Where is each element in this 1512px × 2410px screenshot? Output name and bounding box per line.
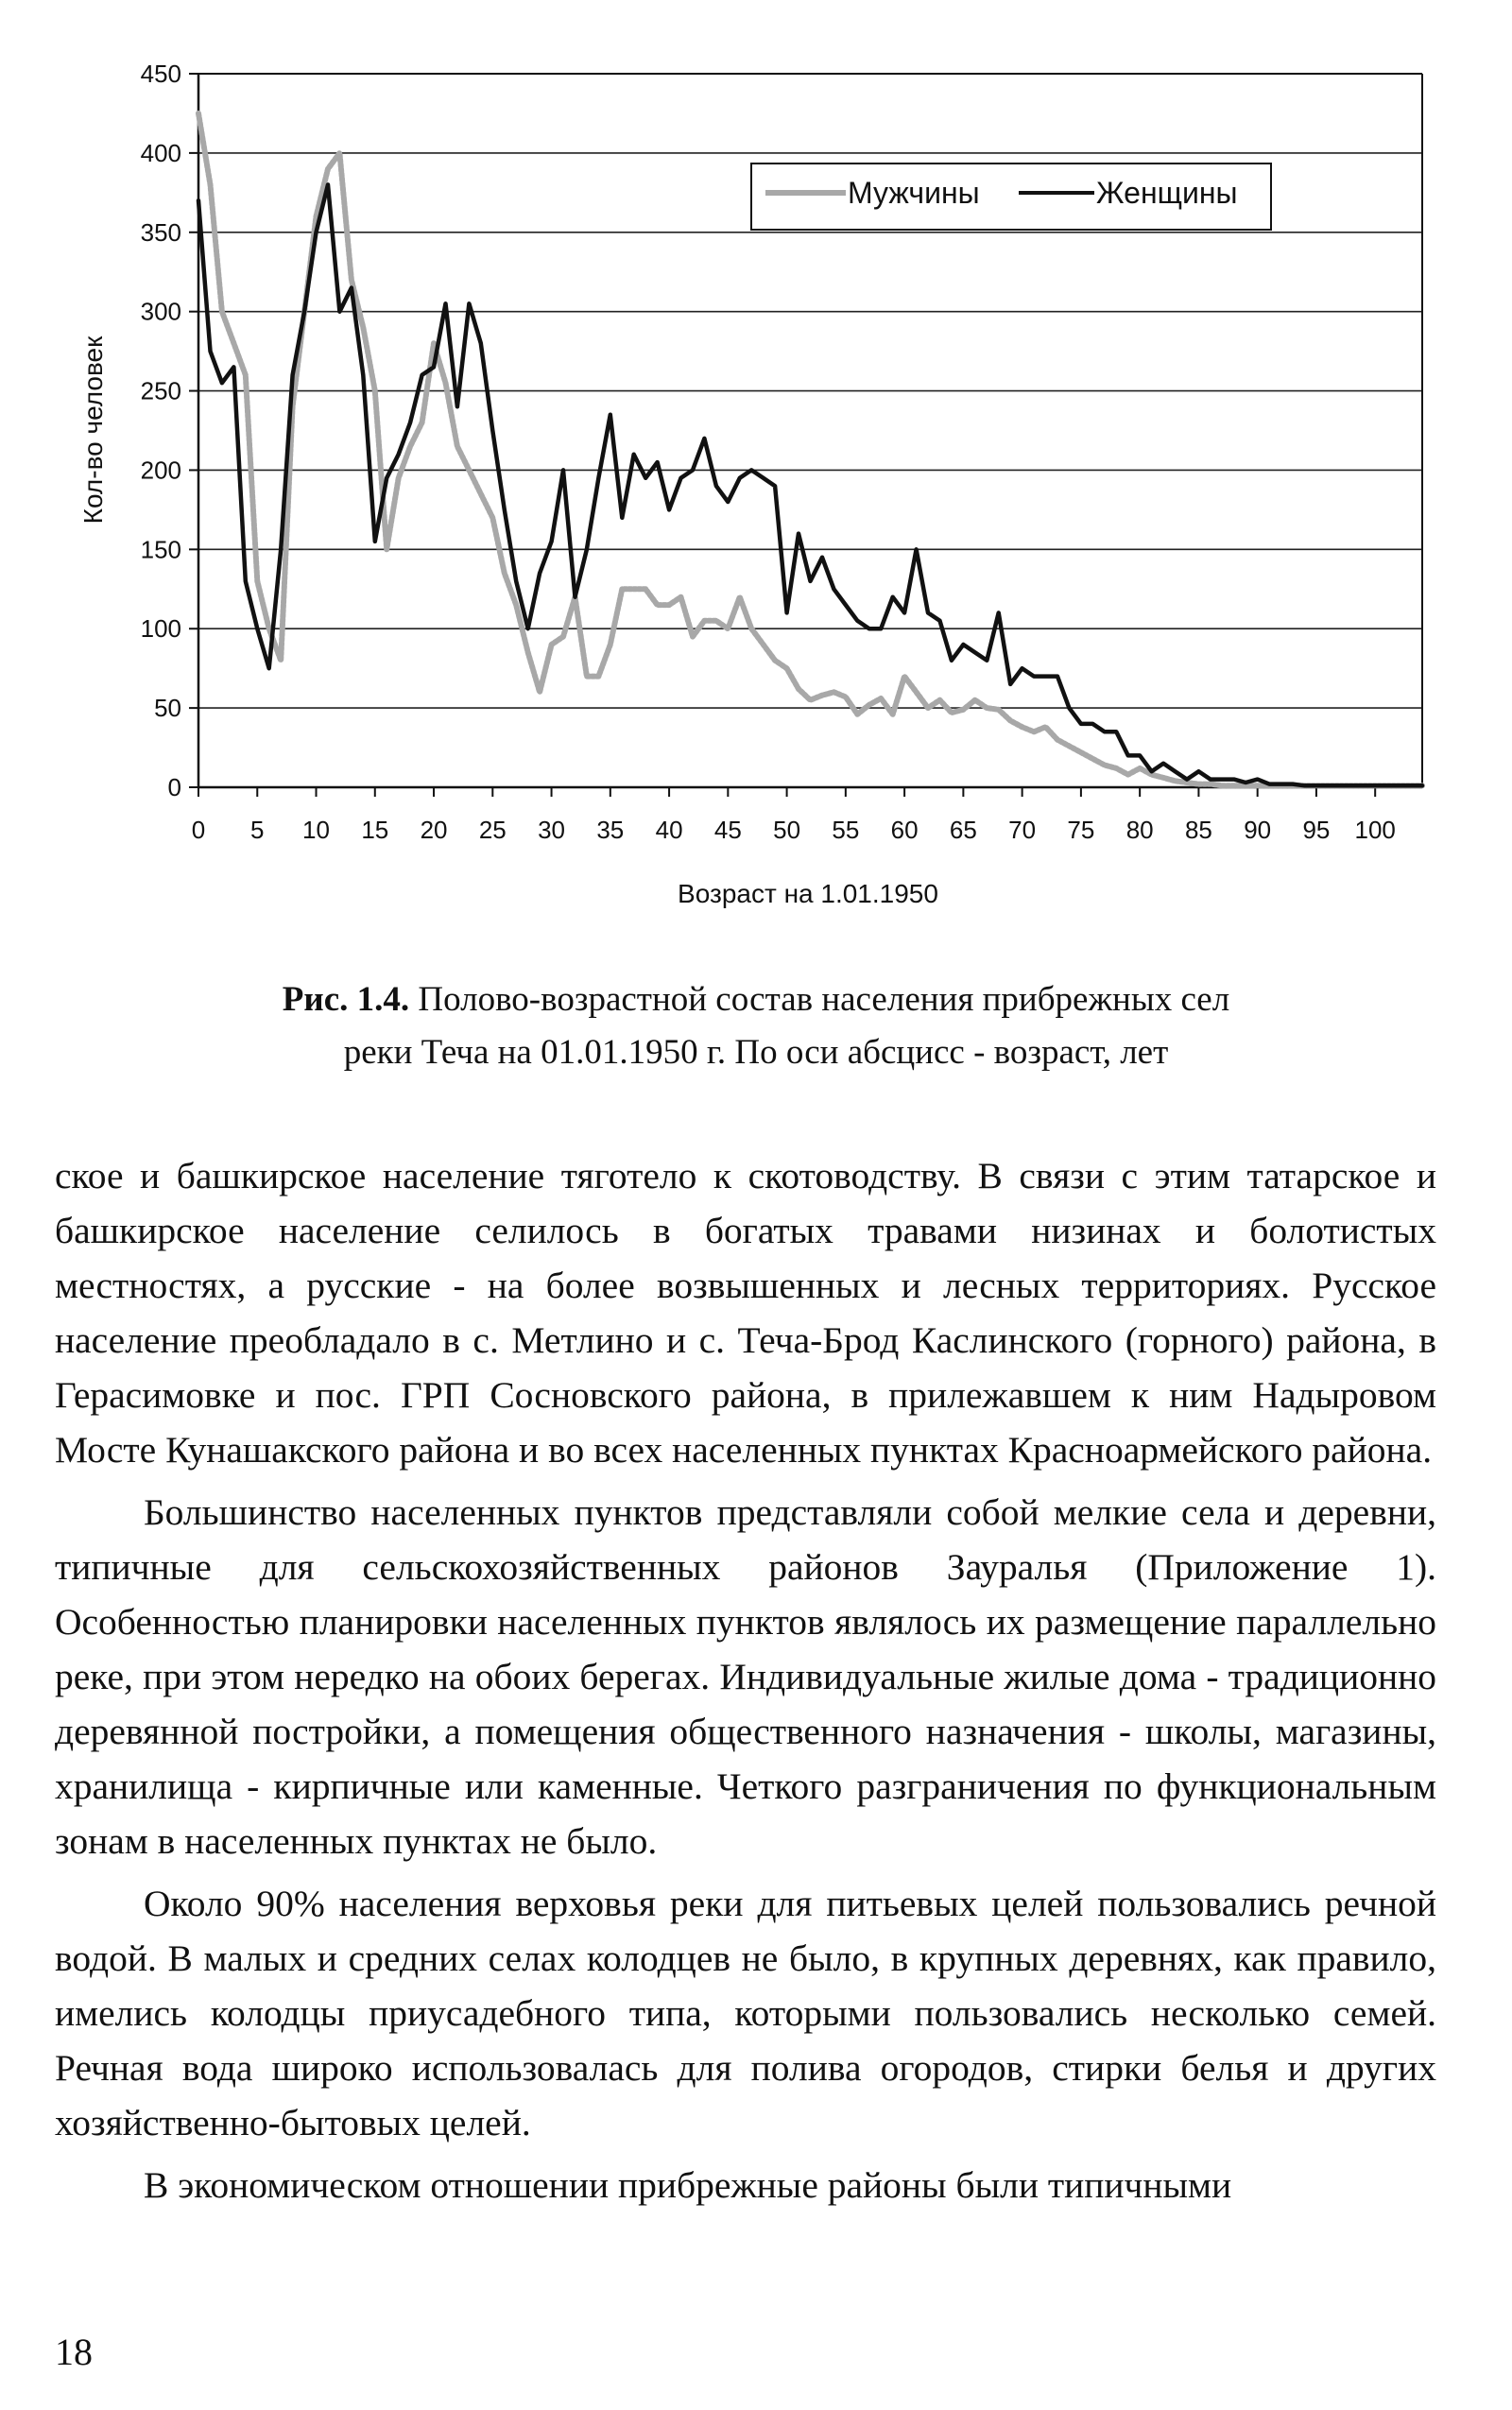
x-tick-label: 45 — [713, 816, 742, 844]
paragraph-1: ское и башкирское население тяготело к скотоводству. В связи с этим татарское и башкирское население селилось в богатых травами низинах и болотистых местностях, а русские - на более возвышенных и лесных территориях. Русское население преобладало в с. Метлино и с. Теча-Брод Каслинского (горного) района, в Герасимовке и пос. ГРП Сосновского района, в прилежавшем к ним Надыровом Мосте Кунашакского района и во всех населенных пунктах Красноармейского района. — [55, 1155, 1436, 1471]
y-tick-label: 300 — [140, 297, 181, 326]
paragraph-3: Около 90% населения верховья реки для питьевых целей пользовались речной водой. В малых и средних селах колодцев не было, в крупных деревнях, как правило, имелись колодцы приусадебного типа, которыми пользовались несколько семей. Речная вода широко использовалась для полива огородов, стирки белья и других хозяйственно-бытовых целей. — [55, 1883, 1436, 2143]
caption-line-1-text: Полово-возрастной состав населения прибрежных сел — [418, 980, 1230, 1019]
x-tick-label: 30 — [538, 816, 566, 844]
y-tick-label: 450 — [140, 60, 181, 88]
x-tick-label: 95 — [1302, 816, 1331, 844]
paragraph-2: Большинство населенных пунктов представляли собой мелкие села и деревни, типичные для сельскохозяйственных районов Зауралья (Приложение 1). Особенностью планировки населенных пунктов являлось их размещение параллельно реке, при этом нередко на обоих берегах. Индивидуальные жилые дома - традиционно деревянной постройки, а помещения общественного назначения - школы, магазины, хранилища - кирпичные или каменные. Четкого разграничения по функциональным зонам в населенных пунктах не было. — [55, 1491, 1436, 1862]
x-tick-label: 65 — [949, 816, 977, 844]
y-tick-label: 400 — [140, 138, 181, 167]
caption-line-2: реки Теча на 01.01.1950 г. По оси абсцисс - возраст, лет — [343, 1033, 1169, 1072]
x-tick-label: 40 — [655, 816, 683, 844]
x-tick-label: 25 — [478, 816, 507, 844]
x-tick-label: 100 — [1354, 816, 1396, 844]
y-axis-ticks — [141, 60, 198, 801]
chart-legend — [751, 164, 1271, 230]
x-tick-label: 15 — [361, 816, 389, 844]
x-tick-label: 20 — [420, 816, 448, 844]
y-tick-label: 350 — [140, 217, 181, 247]
y-tick-label: 100 — [140, 614, 181, 644]
body-text — [55, 1148, 1436, 2220]
x-tick-label: 75 — [1067, 816, 1095, 844]
x-tick-label: 35 — [596, 816, 625, 844]
x-tick-label: 70 — [1008, 816, 1037, 844]
figure-caption — [170, 973, 1342, 1079]
legend-women-label: Женщины — [1096, 176, 1238, 210]
x-tick-label: 10 — [302, 816, 330, 844]
y-tick-label: 250 — [140, 376, 181, 405]
x-axis-title: Возраст на 1.01.1950 — [678, 879, 938, 908]
x-tick-label: 55 — [832, 816, 860, 844]
paragraph-4: В экономическом отношении прибрежные районы были типичными — [144, 2164, 1232, 2206]
x-tick-label: 60 — [890, 816, 919, 844]
x-tick-label: 80 — [1125, 816, 1154, 844]
y-tick-label: 0 — [167, 773, 181, 801]
y-tick-label: 200 — [140, 456, 181, 485]
legend-men-label: Мужчины — [848, 176, 980, 210]
y-tick-label: 50 — [154, 694, 181, 723]
page-number: 18 — [55, 2331, 93, 2373]
y-axis-title: Кол-во человек — [78, 336, 108, 525]
x-tick-label: 85 — [1184, 816, 1212, 844]
y-tick-label: 150 — [140, 535, 181, 564]
x-tick-label: 0 — [191, 816, 206, 844]
x-axis-ticks — [192, 787, 1396, 844]
figure-label: Рис. 1.4. — [282, 980, 410, 1019]
caption-line-1 — [170, 973, 1342, 1026]
x-tick-label: 5 — [250, 816, 265, 844]
x-tick-label: 50 — [773, 816, 801, 844]
age-sex-chart — [0, 0, 1512, 945]
x-tick-label: 90 — [1244, 816, 1272, 844]
